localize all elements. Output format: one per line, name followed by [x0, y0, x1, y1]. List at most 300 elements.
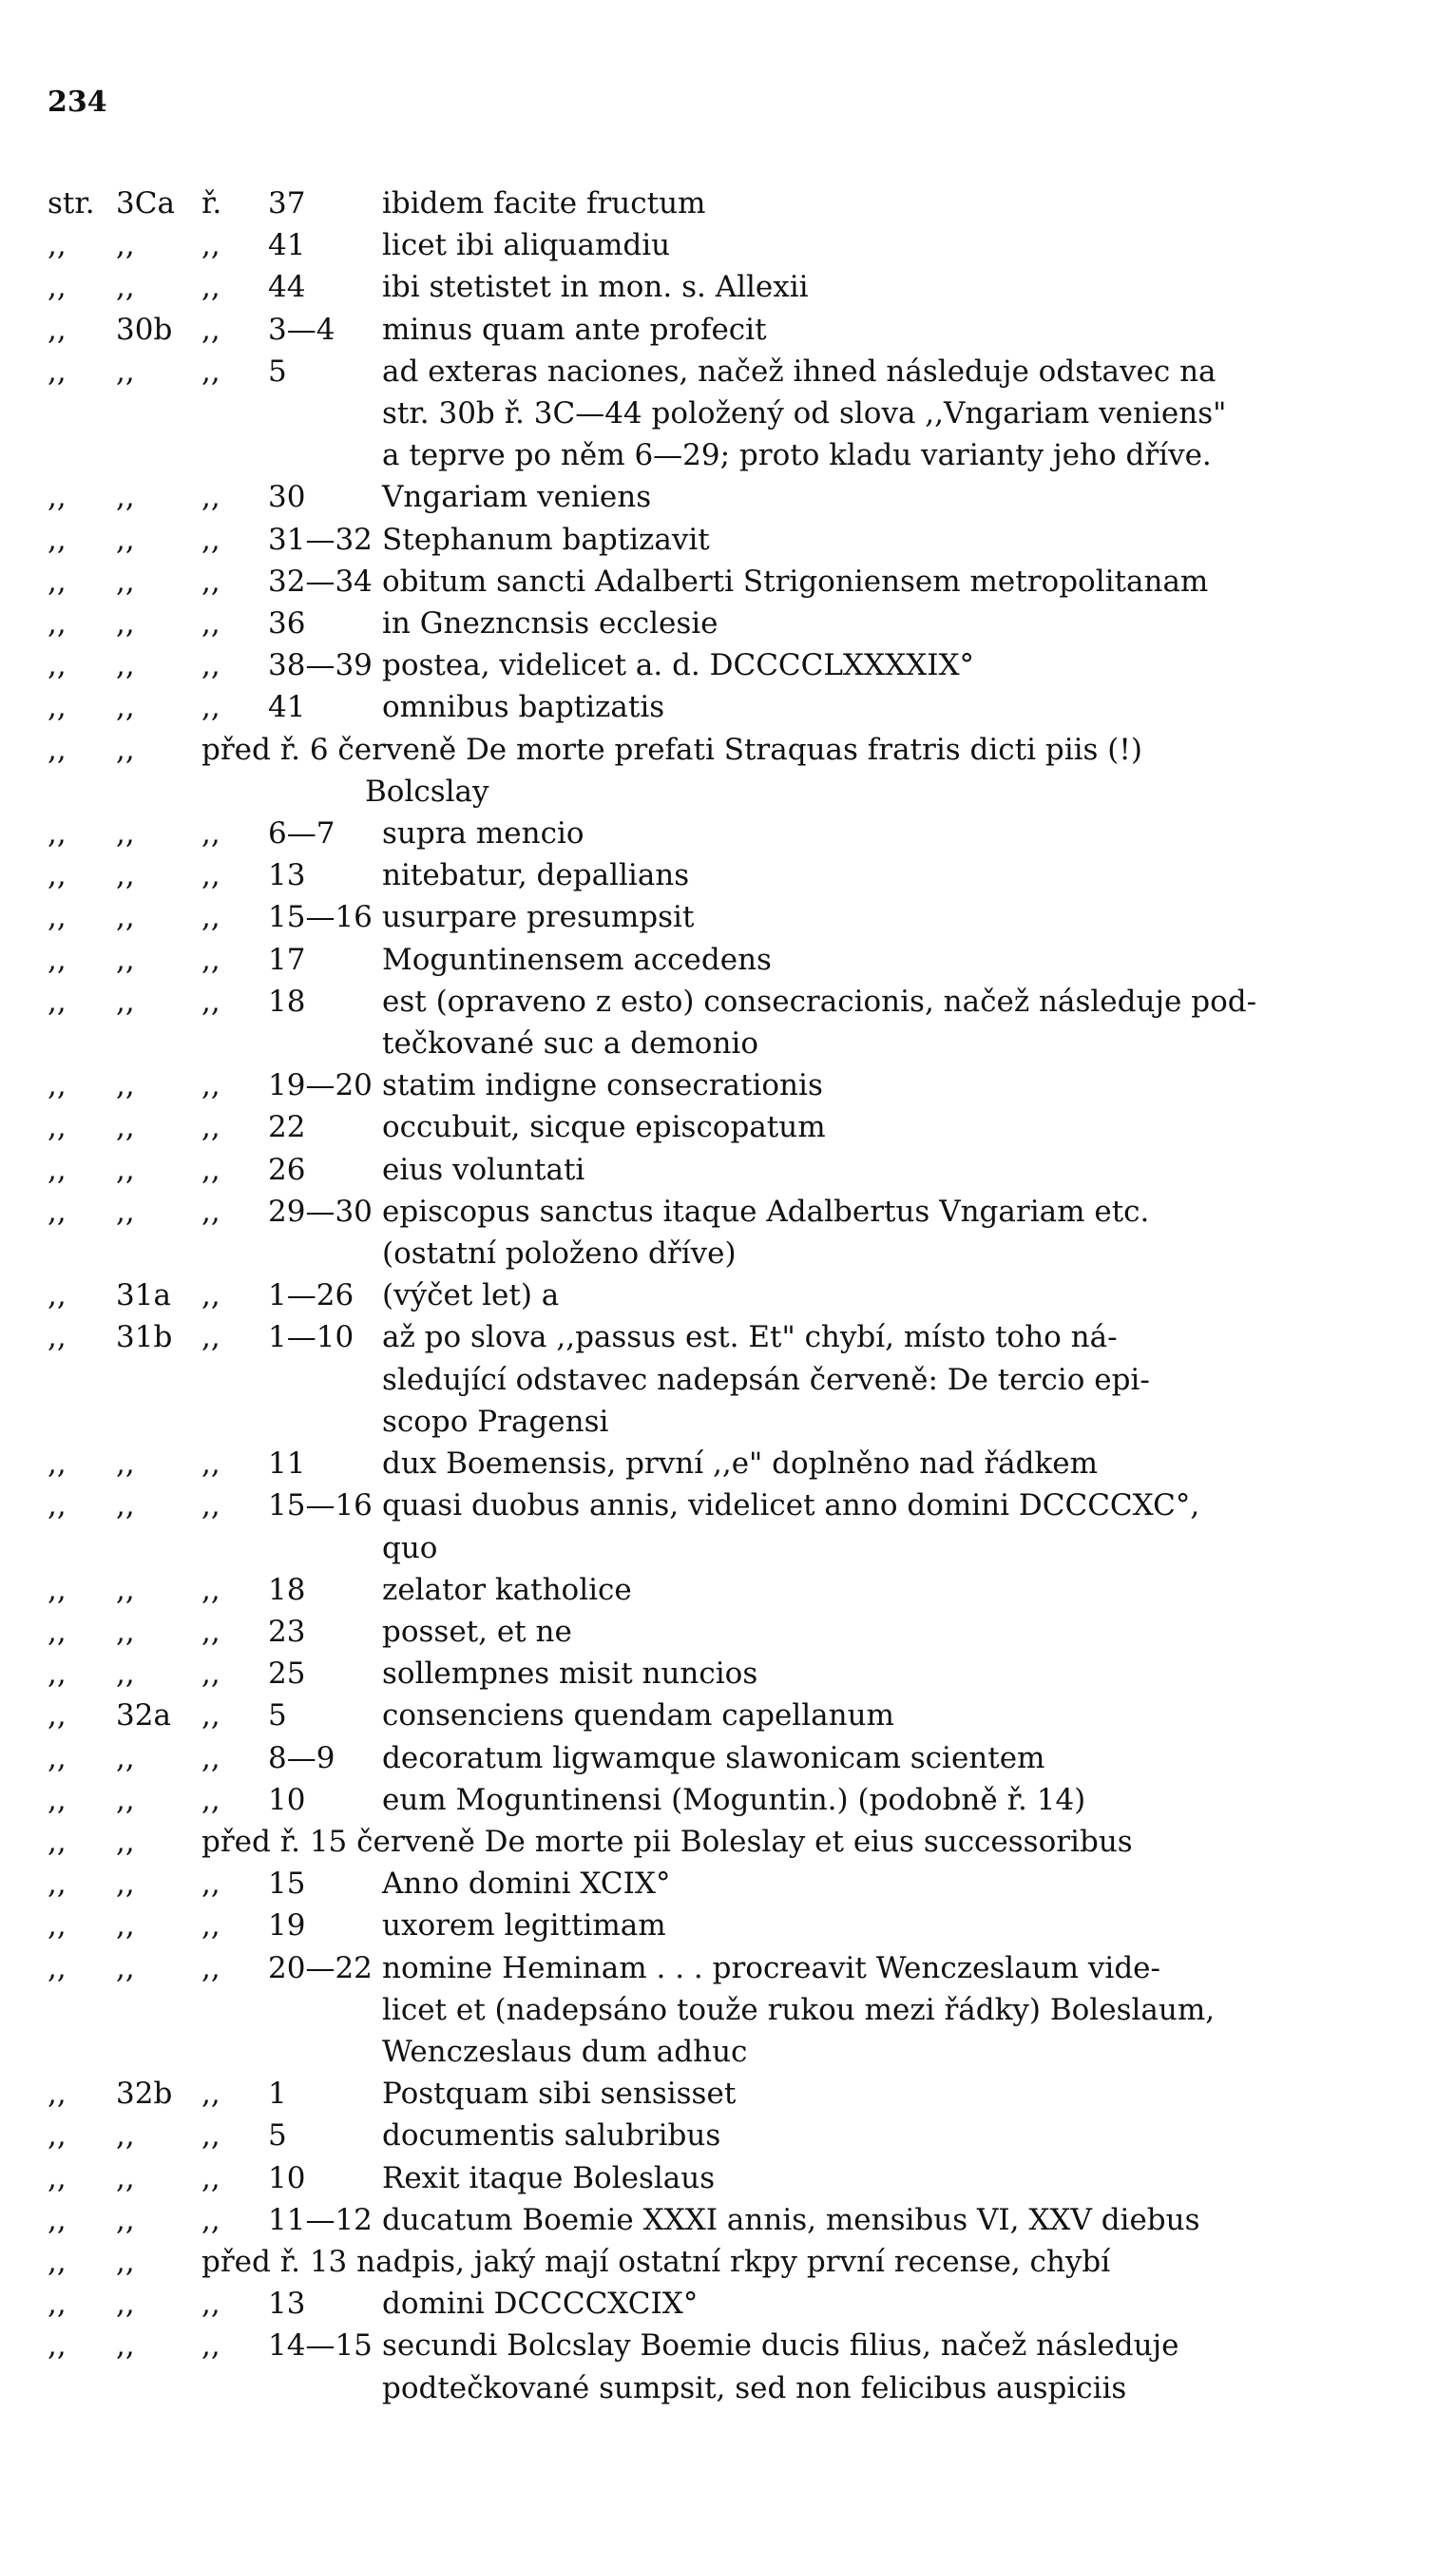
page-ref: ,, — [116, 690, 135, 725]
line-ref: 6—7 — [268, 816, 335, 852]
variant-text — [382, 476, 1416, 518]
page-ref: ,, — [116, 564, 135, 599]
variant-entry — [48, 2283, 1416, 2325]
variant-text — [382, 2325, 1416, 2408]
page-ref: ,, — [116, 1152, 135, 1187]
variant-line: ibidem facite fructum — [382, 186, 706, 220]
variant-text — [382, 644, 1416, 686]
page-ref: 3Ca — [116, 186, 175, 220]
line-ref: 13 — [268, 858, 306, 893]
variant-text — [382, 224, 1416, 266]
row-label: ,, — [201, 690, 220, 725]
page-ref: ,, — [116, 1068, 135, 1103]
variant-text — [201, 2241, 1416, 2283]
page-ref: 31a — [116, 1278, 171, 1313]
line-ref: 32—34 — [268, 564, 373, 599]
str-label: ,, — [48, 690, 67, 725]
str-label: ,, — [48, 1614, 67, 1649]
variant-text — [382, 1484, 1416, 1568]
row-label: ,, — [201, 480, 220, 515]
variant-line: occubuit, sicque episcopatum — [382, 1110, 826, 1145]
variant-line: eius voluntati — [382, 1152, 585, 1187]
line-ref: 5 — [268, 2118, 287, 2154]
page-ref: ,, — [116, 522, 135, 557]
variant-entry — [48, 1569, 1416, 1611]
page-ref: ,, — [116, 270, 135, 305]
variant-line: licet ibi aliquamdiu — [382, 228, 671, 263]
variant-entry — [48, 2241, 1416, 2283]
variant-line: Anno domini XCIX° — [382, 1867, 671, 1902]
str-label: ,, — [48, 2287, 67, 2322]
str-label: ,, — [48, 1572, 67, 1607]
variant-text — [382, 1443, 1416, 1484]
page-ref: ,, — [116, 228, 135, 263]
variant-entry — [48, 603, 1416, 644]
variant-line: ad exteras naciones, načež ihned následuje odstavec na — [382, 354, 1217, 389]
variant-text — [382, 561, 1416, 603]
variant-entry — [48, 561, 1416, 603]
str-label: ,, — [48, 2160, 67, 2195]
variant-text — [382, 1274, 1416, 1316]
variant-text — [382, 182, 1416, 224]
page-ref: ,, — [116, 354, 135, 389]
row-label: ř. — [201, 186, 222, 220]
variant-entry — [48, 476, 1416, 518]
page-ref: ,, — [116, 1867, 135, 1902]
page-ref: ,, — [116, 1740, 135, 1775]
variant-line: podtečkované sumpsit, sed non felicibus auspiciis — [382, 2370, 1127, 2405]
variant-entry — [48, 1274, 1416, 1316]
row-label: ,, — [201, 1867, 220, 1902]
str-label: ,, — [48, 1488, 67, 1523]
variant-entry — [48, 644, 1416, 686]
page-ref: ,, — [116, 816, 135, 852]
page-ref: ,, — [116, 1446, 135, 1482]
line-ref: 5 — [268, 354, 287, 389]
variant-entry — [48, 813, 1416, 854]
page-ref: ,, — [116, 2160, 135, 2195]
variant-entry — [48, 1064, 1416, 1106]
str-label: ,, — [48, 2328, 67, 2364]
variant-line: secundi Bolcslay Boemie ducis filius, načež následuje — [382, 2328, 1179, 2364]
variant-line: tečkované suc a demonio — [382, 1026, 758, 1062]
variant-line: quo — [382, 1530, 438, 1565]
variant-entry — [48, 1149, 1416, 1191]
row-label: ,, — [201, 1446, 220, 1482]
row-label: ,, — [201, 816, 220, 852]
variant-line: Moguntinensem accedens — [382, 942, 772, 977]
variant-text — [382, 2199, 1416, 2241]
page-ref: 31b — [116, 1320, 173, 1355]
variant-text — [382, 813, 1416, 854]
variant-text — [382, 1863, 1416, 1905]
row-label: ,, — [201, 1614, 220, 1649]
variant-line: ducatum Boemie XXXI annis, mensibus VI, XXV diebus — [382, 2202, 1200, 2237]
line-ref: 25 — [268, 1656, 306, 1692]
variant-entry — [48, 224, 1416, 266]
line-ref: 11—12 — [268, 2202, 373, 2237]
variant-line: (výčet let) a — [382, 1278, 560, 1313]
str-label: ,, — [48, 2244, 67, 2279]
variant-line: domini DCCCCXCIX° — [382, 2287, 699, 2322]
variant-text — [382, 1695, 1416, 1736]
variant-entry — [48, 1695, 1416, 1736]
variant-line: usurpare presumpsit — [382, 900, 695, 935]
str-label: ,, — [48, 900, 67, 935]
line-ref: 11 — [268, 1446, 306, 1482]
line-ref: 19—20 — [268, 1068, 373, 1103]
variant-entry — [48, 1106, 1416, 1148]
line-ref: 20—22 — [268, 1950, 373, 1985]
page-ref: ,, — [116, 1656, 135, 1692]
variant-list — [48, 182, 1416, 2409]
row-label: ,, — [201, 648, 220, 683]
line-ref: 5 — [268, 1698, 287, 1733]
variant-line: a teprve po něm 6—29; proto kladu varianty jeho dříve. — [382, 438, 1212, 473]
variant-entry — [48, 2325, 1416, 2408]
variant-line: Rexit itaque Boleslaus — [382, 2160, 716, 2195]
row-label: ,, — [201, 900, 220, 935]
variant-entry — [48, 309, 1416, 351]
row-label: ,, — [201, 1320, 220, 1355]
variant-line: minus quam ante profecit — [382, 312, 767, 347]
variant-entry — [48, 2115, 1416, 2156]
variant-text — [382, 2283, 1416, 2325]
page-ref: ,, — [116, 648, 135, 683]
row-label: ,, — [201, 2287, 220, 2322]
str-label: ,, — [48, 942, 67, 977]
variant-line: in Gnezncnsis ecclesie — [382, 606, 718, 642]
str-label: ,, — [48, 732, 67, 767]
line-ref: 29—30 — [268, 1194, 373, 1229]
variant-line: Postquam sibi sensisset — [382, 2077, 737, 2112]
row-label: ,, — [201, 1698, 220, 1733]
page-ref: ,, — [116, 606, 135, 642]
row-label: ,, — [201, 942, 220, 977]
str-label: ,, — [48, 2077, 67, 2112]
str-label: ,, — [48, 1152, 67, 1187]
str-label: ,, — [48, 1782, 67, 1817]
page-ref: ,, — [116, 2287, 135, 2322]
variant-line: nitebatur, depallians — [382, 858, 690, 893]
variant-line: eum Moguntinensi (Moguntin.) (podobně ř. 14) — [382, 1782, 1086, 1817]
variant-line: episcopus sanctus itaque Adalbertus Vngariam etc. — [382, 1194, 1150, 1229]
variant-line: est (opraveno z esto) consecracionis, načež následuje pod- — [382, 984, 1257, 1019]
page-ref: ,, — [116, 900, 135, 935]
str-label: ,, — [48, 522, 67, 557]
line-ref: 8—9 — [268, 1740, 335, 1775]
variant-text — [382, 519, 1416, 561]
variant-line: zelator katholice — [382, 1572, 632, 1607]
str-label: ,, — [48, 1867, 67, 1902]
variant-text — [382, 1905, 1416, 1946]
row-label: ,, — [201, 1572, 220, 1607]
variant-entry — [48, 1737, 1416, 1779]
line-ref: 13 — [268, 2287, 306, 2322]
line-ref: 36 — [268, 606, 306, 642]
variant-entry — [48, 2199, 1416, 2241]
str-label: ,, — [48, 648, 67, 683]
variant-text — [382, 1947, 1416, 2074]
variant-entry — [48, 1316, 1416, 1443]
row-label: ,, — [201, 2202, 220, 2237]
variant-text — [382, 1779, 1416, 1821]
variant-text — [382, 981, 1416, 1064]
variant-text — [382, 309, 1416, 351]
variant-entry — [48, 981, 1416, 1064]
str-label: str. — [48, 186, 95, 220]
line-ref: 26 — [268, 1152, 306, 1187]
variant-entry — [48, 686, 1416, 728]
str-label: ,, — [48, 1110, 67, 1145]
page-ref: ,, — [116, 942, 135, 977]
variant-line: str. 30b ř. 3C—44 položený od slova ,,Vngariam veniens" — [382, 396, 1227, 431]
line-ref: 1—26 — [268, 1278, 354, 1313]
line-ref: 18 — [268, 1572, 306, 1607]
variant-line: Bolcslay — [365, 774, 489, 809]
str-label: ,, — [48, 606, 67, 642]
str-label: ,, — [48, 2118, 67, 2154]
line-ref: 17 — [268, 942, 306, 977]
str-label: ,, — [48, 1740, 67, 1775]
variant-line: před ř. 15 červeně De morte pii Boleslay et eius successoribus — [201, 1824, 1133, 1859]
variant-line: Vngariam veniens — [382, 480, 652, 515]
line-ref: 41 — [268, 228, 306, 263]
variant-line: sledující odstavec nadepsán červeně: De tercio epi- — [382, 1362, 1150, 1397]
row-label: ,, — [201, 354, 220, 389]
line-ref: 10 — [268, 2160, 306, 2195]
row-label: ,, — [201, 228, 220, 263]
row-label: ,, — [201, 1068, 220, 1103]
variant-entry — [48, 896, 1416, 938]
page-ref: ,, — [116, 2118, 135, 2154]
row-label: ,, — [201, 1488, 220, 1523]
variant-entry — [48, 1821, 1416, 1863]
variant-line: obitum sancti Adalberti Strigoniensem metropolitanam — [382, 564, 1209, 599]
variant-text — [382, 854, 1416, 896]
str-label: ,, — [48, 228, 67, 263]
variant-entry — [48, 2073, 1416, 2115]
variant-line: před ř. 13 nadpis, jaký mají ostatní rkpy první recense, chybí — [201, 2244, 1111, 2279]
variant-text — [382, 686, 1416, 728]
row-label: ,, — [201, 1194, 220, 1229]
line-ref: 23 — [268, 1614, 306, 1649]
variant-line: nomine Heminam . . . procreavit Wenczeslaum vide- — [382, 1950, 1160, 1985]
variant-entry — [48, 1863, 1416, 1905]
variant-entry — [48, 1653, 1416, 1695]
variant-entry — [48, 351, 1416, 477]
line-ref: 18 — [268, 984, 306, 1019]
str-label: ,, — [48, 354, 67, 389]
variant-entry — [48, 1484, 1416, 1568]
line-ref: 1—10 — [268, 1320, 354, 1355]
row-label: ,, — [201, 1740, 220, 1775]
row-label: ,, — [201, 1110, 220, 1145]
page-number: 234 — [48, 86, 107, 119]
row-label: ,, — [201, 312, 220, 347]
variant-entry — [48, 519, 1416, 561]
row-label: ,, — [201, 270, 220, 305]
variant-line: postea, videlicet a. d. DCCCCLXXXXIX° — [382, 648, 975, 683]
variant-entry — [48, 1611, 1416, 1653]
str-label: ,, — [48, 312, 67, 347]
variant-line: omnibus baptizatis — [382, 690, 665, 725]
line-ref: 15 — [268, 1867, 306, 1902]
page-ref: ,, — [116, 1908, 135, 1944]
row-label: ,, — [201, 2328, 220, 2364]
line-ref: 31—32 — [268, 522, 373, 557]
variant-line: licet et (nadepsáno touže rukou mezi řádky) Boleslaum, — [382, 1992, 1216, 2027]
str-label: ,, — [48, 564, 67, 599]
str-label: ,, — [48, 1320, 67, 1355]
row-label: ,, — [201, 1908, 220, 1944]
str-label: ,, — [48, 816, 67, 852]
page-ref: 30b — [116, 312, 173, 347]
row-label: ,, — [201, 564, 220, 599]
variant-text — [382, 1149, 1416, 1191]
variant-text — [382, 266, 1416, 308]
variant-text — [382, 1106, 1416, 1148]
page-ref: ,, — [116, 2244, 135, 2279]
variant-text — [382, 1737, 1416, 1779]
str-label: ,, — [48, 2202, 67, 2237]
variant-entry — [48, 2157, 1416, 2199]
variant-text — [201, 1821, 1416, 1863]
variant-text — [382, 1569, 1416, 1611]
variant-text — [382, 1191, 1416, 1274]
line-ref: 19 — [268, 1908, 306, 1944]
page-ref: ,, — [116, 1572, 135, 1607]
variant-entry — [48, 729, 1416, 813]
str-label: ,, — [48, 1698, 67, 1733]
variant-line: Stephanum baptizavit — [382, 522, 710, 557]
variant-text — [382, 1316, 1416, 1443]
variant-entry — [48, 854, 1416, 896]
variant-line: documentis salubribus — [382, 2118, 721, 2154]
row-label: ,, — [201, 2077, 220, 2112]
str-label: ,, — [48, 1194, 67, 1229]
variant-text — [382, 1653, 1416, 1695]
variant-line: scopo Pragensi — [382, 1404, 609, 1439]
str-label: ,, — [48, 1446, 67, 1482]
row-label: ,, — [201, 606, 220, 642]
str-label: ,, — [48, 1656, 67, 1692]
page-ref: ,, — [116, 1614, 135, 1649]
page-ref: ,, — [116, 732, 135, 767]
page-ref: ,, — [116, 2328, 135, 2364]
variant-line: až po slova ,,passus est. Et" chybí, místo toho ná- — [382, 1320, 1118, 1355]
line-ref: 30 — [268, 480, 306, 515]
line-ref: 14—15 — [268, 2328, 373, 2364]
variant-line: posset, et ne — [382, 1614, 572, 1649]
variant-text — [382, 2157, 1416, 2199]
row-label: ,, — [201, 2118, 220, 2154]
page-ref: ,, — [116, 1950, 135, 1985]
variant-line: Wenczeslaus dum adhuc — [382, 2034, 748, 2069]
line-ref: 3—4 — [268, 312, 335, 347]
variant-entry — [48, 1443, 1416, 1484]
variant-line: uxorem legittimam — [382, 1908, 666, 1944]
str-label: ,, — [48, 1908, 67, 1944]
variant-line: statim indigne consecrationis — [382, 1068, 823, 1103]
variant-line: consenciens quendam capellanum — [382, 1698, 894, 1733]
variant-entry — [48, 1779, 1416, 1821]
row-label: ,, — [201, 1656, 220, 1692]
variant-text — [382, 2073, 1416, 2115]
variant-line: dux Boemensis, první ,,e" doplněno nad řádkem — [382, 1446, 1099, 1482]
page-ref: 32a — [116, 1698, 171, 1733]
variant-line: supra mencio — [382, 816, 584, 852]
variant-text — [382, 603, 1416, 644]
row-label: ,, — [201, 984, 220, 1019]
variant-line: sollempnes misit nuncios — [382, 1656, 758, 1692]
variant-entry — [48, 1947, 1416, 2074]
variant-entry — [48, 266, 1416, 308]
variant-line: před ř. 6 červeně De morte prefati Straquas fratris dicti piis (!) — [201, 732, 1142, 767]
page-ref: ,, — [116, 1488, 135, 1523]
row-label: ,, — [201, 522, 220, 557]
variant-text — [382, 2115, 1416, 2156]
variant-line: quasi duobus annis, videlicet anno domini DCCCCXC°, — [382, 1488, 1200, 1523]
variant-line: ibi stetistet in mon. s. Allexii — [382, 270, 809, 305]
variant-text — [382, 351, 1416, 477]
page-ref: ,, — [116, 1824, 135, 1859]
str-label: ,, — [48, 1824, 67, 1859]
variant-text — [201, 729, 1416, 813]
row-label: ,, — [201, 1950, 220, 1985]
str-label: ,, — [48, 480, 67, 515]
variant-text — [382, 1611, 1416, 1653]
row-label: ,, — [201, 858, 220, 893]
variant-entry — [48, 939, 1416, 981]
page-ref: ,, — [116, 1194, 135, 1229]
str-label: ,, — [48, 1950, 67, 1985]
line-ref: 15—16 — [268, 1488, 373, 1523]
str-label: ,, — [48, 270, 67, 305]
page-ref: ,, — [116, 480, 135, 515]
variant-text — [382, 896, 1416, 938]
str-label: ,, — [48, 984, 67, 1019]
row-label: ,, — [201, 2160, 220, 2195]
variant-line: (ostatní položeno dříve) — [382, 1236, 737, 1272]
str-label: ,, — [48, 858, 67, 893]
line-ref: 1 — [268, 2077, 287, 2112]
page-ref: ,, — [116, 2202, 135, 2237]
variant-entry — [48, 182, 1416, 224]
page-ref: ,, — [116, 1110, 135, 1145]
page-ref: ,, — [116, 984, 135, 1019]
variant-entry — [48, 1905, 1416, 1946]
page-ref: ,, — [116, 1782, 135, 1817]
row-label: ,, — [201, 1782, 220, 1817]
variant-text — [382, 939, 1416, 981]
row-label: ,, — [201, 1152, 220, 1187]
line-ref: 41 — [268, 690, 306, 725]
row-label: ,, — [201, 1278, 220, 1313]
line-ref: 10 — [268, 1782, 306, 1817]
variant-entry — [48, 1191, 1416, 1274]
page-ref: ,, — [116, 858, 135, 893]
line-ref: 37 — [268, 186, 306, 220]
variant-line: decoratum ligwamque slawonicam scientem — [382, 1740, 1045, 1775]
line-ref: 38—39 — [268, 648, 373, 683]
variant-text — [382, 1064, 1416, 1106]
line-ref: 15—16 — [268, 900, 373, 935]
page-ref: 32b — [116, 2077, 173, 2112]
line-ref: 22 — [268, 1110, 306, 1145]
line-ref: 44 — [268, 270, 306, 305]
str-label: ,, — [48, 1278, 67, 1313]
